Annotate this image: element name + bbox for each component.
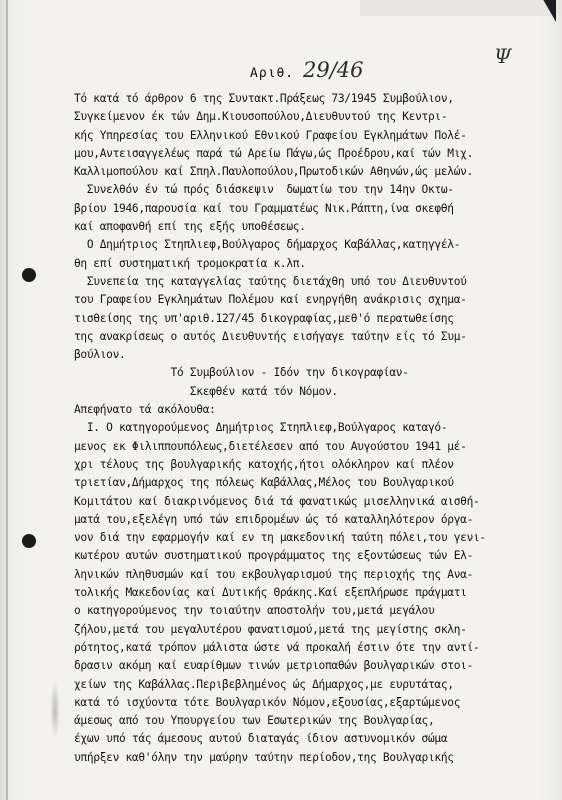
text-line: Συνεπεία της καταγγελίας ταύτης διετάχθη υπό του Διευθυντού (74, 274, 467, 288)
text-line: του Γραφείου Εγκλημάτων Πολέμου καί ενηργήθη ανάκρισις σχημα- (74, 293, 467, 307)
stain (50, 680, 60, 740)
text-line: Συνελθόν έν τώ πρός διάσκεψιν δωματίω του την 14ην Οκτω- (74, 183, 454, 197)
text-line: τισθείσης της υπ'αριθ.127/45 δικογραφίας,μεθ'ό περατωθείσης (74, 311, 454, 325)
text-line: έχων υπό τάς άμεσους αυτού διαταγάς ίδιον αστυνομικόν σώμα (74, 732, 448, 746)
reference-value: 29/46 (302, 58, 364, 82)
text-line: Τό κατά τό άρθρον 6 της Συντακτ.Πράξεως 73/1945 Συμβούλιον, (74, 92, 454, 105)
text-line: κωτέρου αυτών συστηματικού προγράμματος της εξοντώσεως τών Ελ- (74, 549, 473, 563)
text-line: της ανακρίσεως ο αυτός Διευθυντής εισήγαγε ταύτην είς τό Συμ- (74, 329, 467, 343)
text-line: τριετίαν,Δήμαρχος της πόλεως Καβάλλας,Μέλος του Βουλγαρικού (74, 476, 454, 490)
punch-hole (22, 268, 36, 282)
document-body (74, 90, 554, 767)
text-line: χείων της Καβάλλας.Περιβεβλημένος ώς Δήμαρχος,με ευρυτάτας, (74, 677, 454, 691)
text-line: δρασιν ακόμη καί ευαρίθμων τινών μετριοπαθών βουλγαρικών στοι- (74, 659, 473, 673)
text-line: μου,Αντεισαγγελέως παρά τώ Αρείω Πάγω,ώς Προέδρου,καί τών Μιχ. (74, 146, 473, 160)
text-line: βούλιον. (74, 348, 126, 362)
reference-label: Αριθ. (250, 66, 295, 81)
text-line: Καλλιμοπούλου καί Σπηλ.Παυλοπούλου,Πρωτοδικών Αθηνών,ώς μελών. (74, 165, 473, 179)
text-line: ματά του,εξελέγη υπό τών επιδρομέων ώς τό καταλληλότερον όργα- (74, 512, 473, 526)
punch-hole (22, 534, 36, 548)
text-line: ληνικών πληθυσμών καί του εκβουλγαρισμού της περιοχής της Ανα- (74, 567, 473, 581)
signature-mark: Ψ (494, 44, 512, 68)
text-line: άμεσως από του Υπουργείου των Εσωτερικών της Βουλγαρίας, (74, 714, 435, 728)
text-line: βρίου 1946,παρουσία καί του Γραμματέως Νικ.Ράπτη,ίνα σκεφθή (74, 201, 454, 215)
text-line: νον διά την εφαρμογήν καί εν τη μακεδονική ταύτη πόλει,του γενι- (74, 531, 486, 545)
text-line: Τό Συμβούλιον - Ιδόν την δικογραφίαν- (74, 366, 409, 380)
text-line: τολικής Μακεδονίας καί Δυτικής Θράκης.Καί εξεπλήρωσε πράγματι (74, 586, 467, 600)
text-line: καί αποφανθή επί της εξής υποθέσεως. (74, 220, 306, 234)
text-line: Συγκείμενον έκ τών Δημ.Κιουσοπούλου,Διευθυντού της Κεντρι- (74, 110, 448, 124)
text-line: Κομιτάτου καί διακρινόμενος διά τά φανατικώς μισελληνικά αισθή- (74, 494, 480, 508)
page-edge (6, 0, 8, 800)
text-line: Σκεφθέν κατά τόν Νόμον. (74, 384, 338, 398)
text-line: ζήλου,μετά του μεγαλυτέρου φανατισμού,μετά της μεγίστης σκλη- (74, 622, 467, 636)
text-line: υπήρξεν καθ'όλην την μαύρην ταύτην περίοδον,της Βουλγαρικής (74, 750, 454, 764)
text-line: Ο Δημήτριος Στηπλιεφ,Βούλγαρος δήμαρχος Καβάλλας,κατηγγέλ- (74, 238, 461, 252)
text-line: κής Υπηρεσίας του Ελληνικού Εθνικού Γραφείου Εγκλημάτων Πολέ- (74, 128, 467, 142)
text-line: κατά τό ισχύοντα τότε Βουλγαρικόν Νόμον,εξουσίας,εξαρτώμενος (74, 695, 461, 709)
text-line: χρι τέλους της βουλγαρικής κατοχής,ήτοι ολόκληρον καί πλέον (74, 457, 454, 471)
text-line: Ι. Ο κατηγορούμενος Δημήτριος Στηπλιεφ,Βούλγαρος καταγό- (74, 421, 448, 435)
text-line: ο κατηγορούμενος την τοιαύτην αποστολήν του,μετά μεγάλου (74, 604, 435, 618)
text-line: Απεφήνατο τά ακόλουθα: (74, 403, 216, 417)
scan-strip (360, 0, 562, 16)
text-line: ρότητος,κατά τρόπον μάλιστα ώστε νά προκαλή έστιν ότε την αντί- (74, 640, 480, 654)
reference-number (250, 58, 364, 82)
text-line: θη επί συστηματική τρομοκρατία κ.λπ. (74, 256, 306, 270)
text-line: μενος εκ Φιλιππουπόλεως,διετέλεσεν από του Αυγούστου 1941 μέ- (74, 439, 467, 453)
